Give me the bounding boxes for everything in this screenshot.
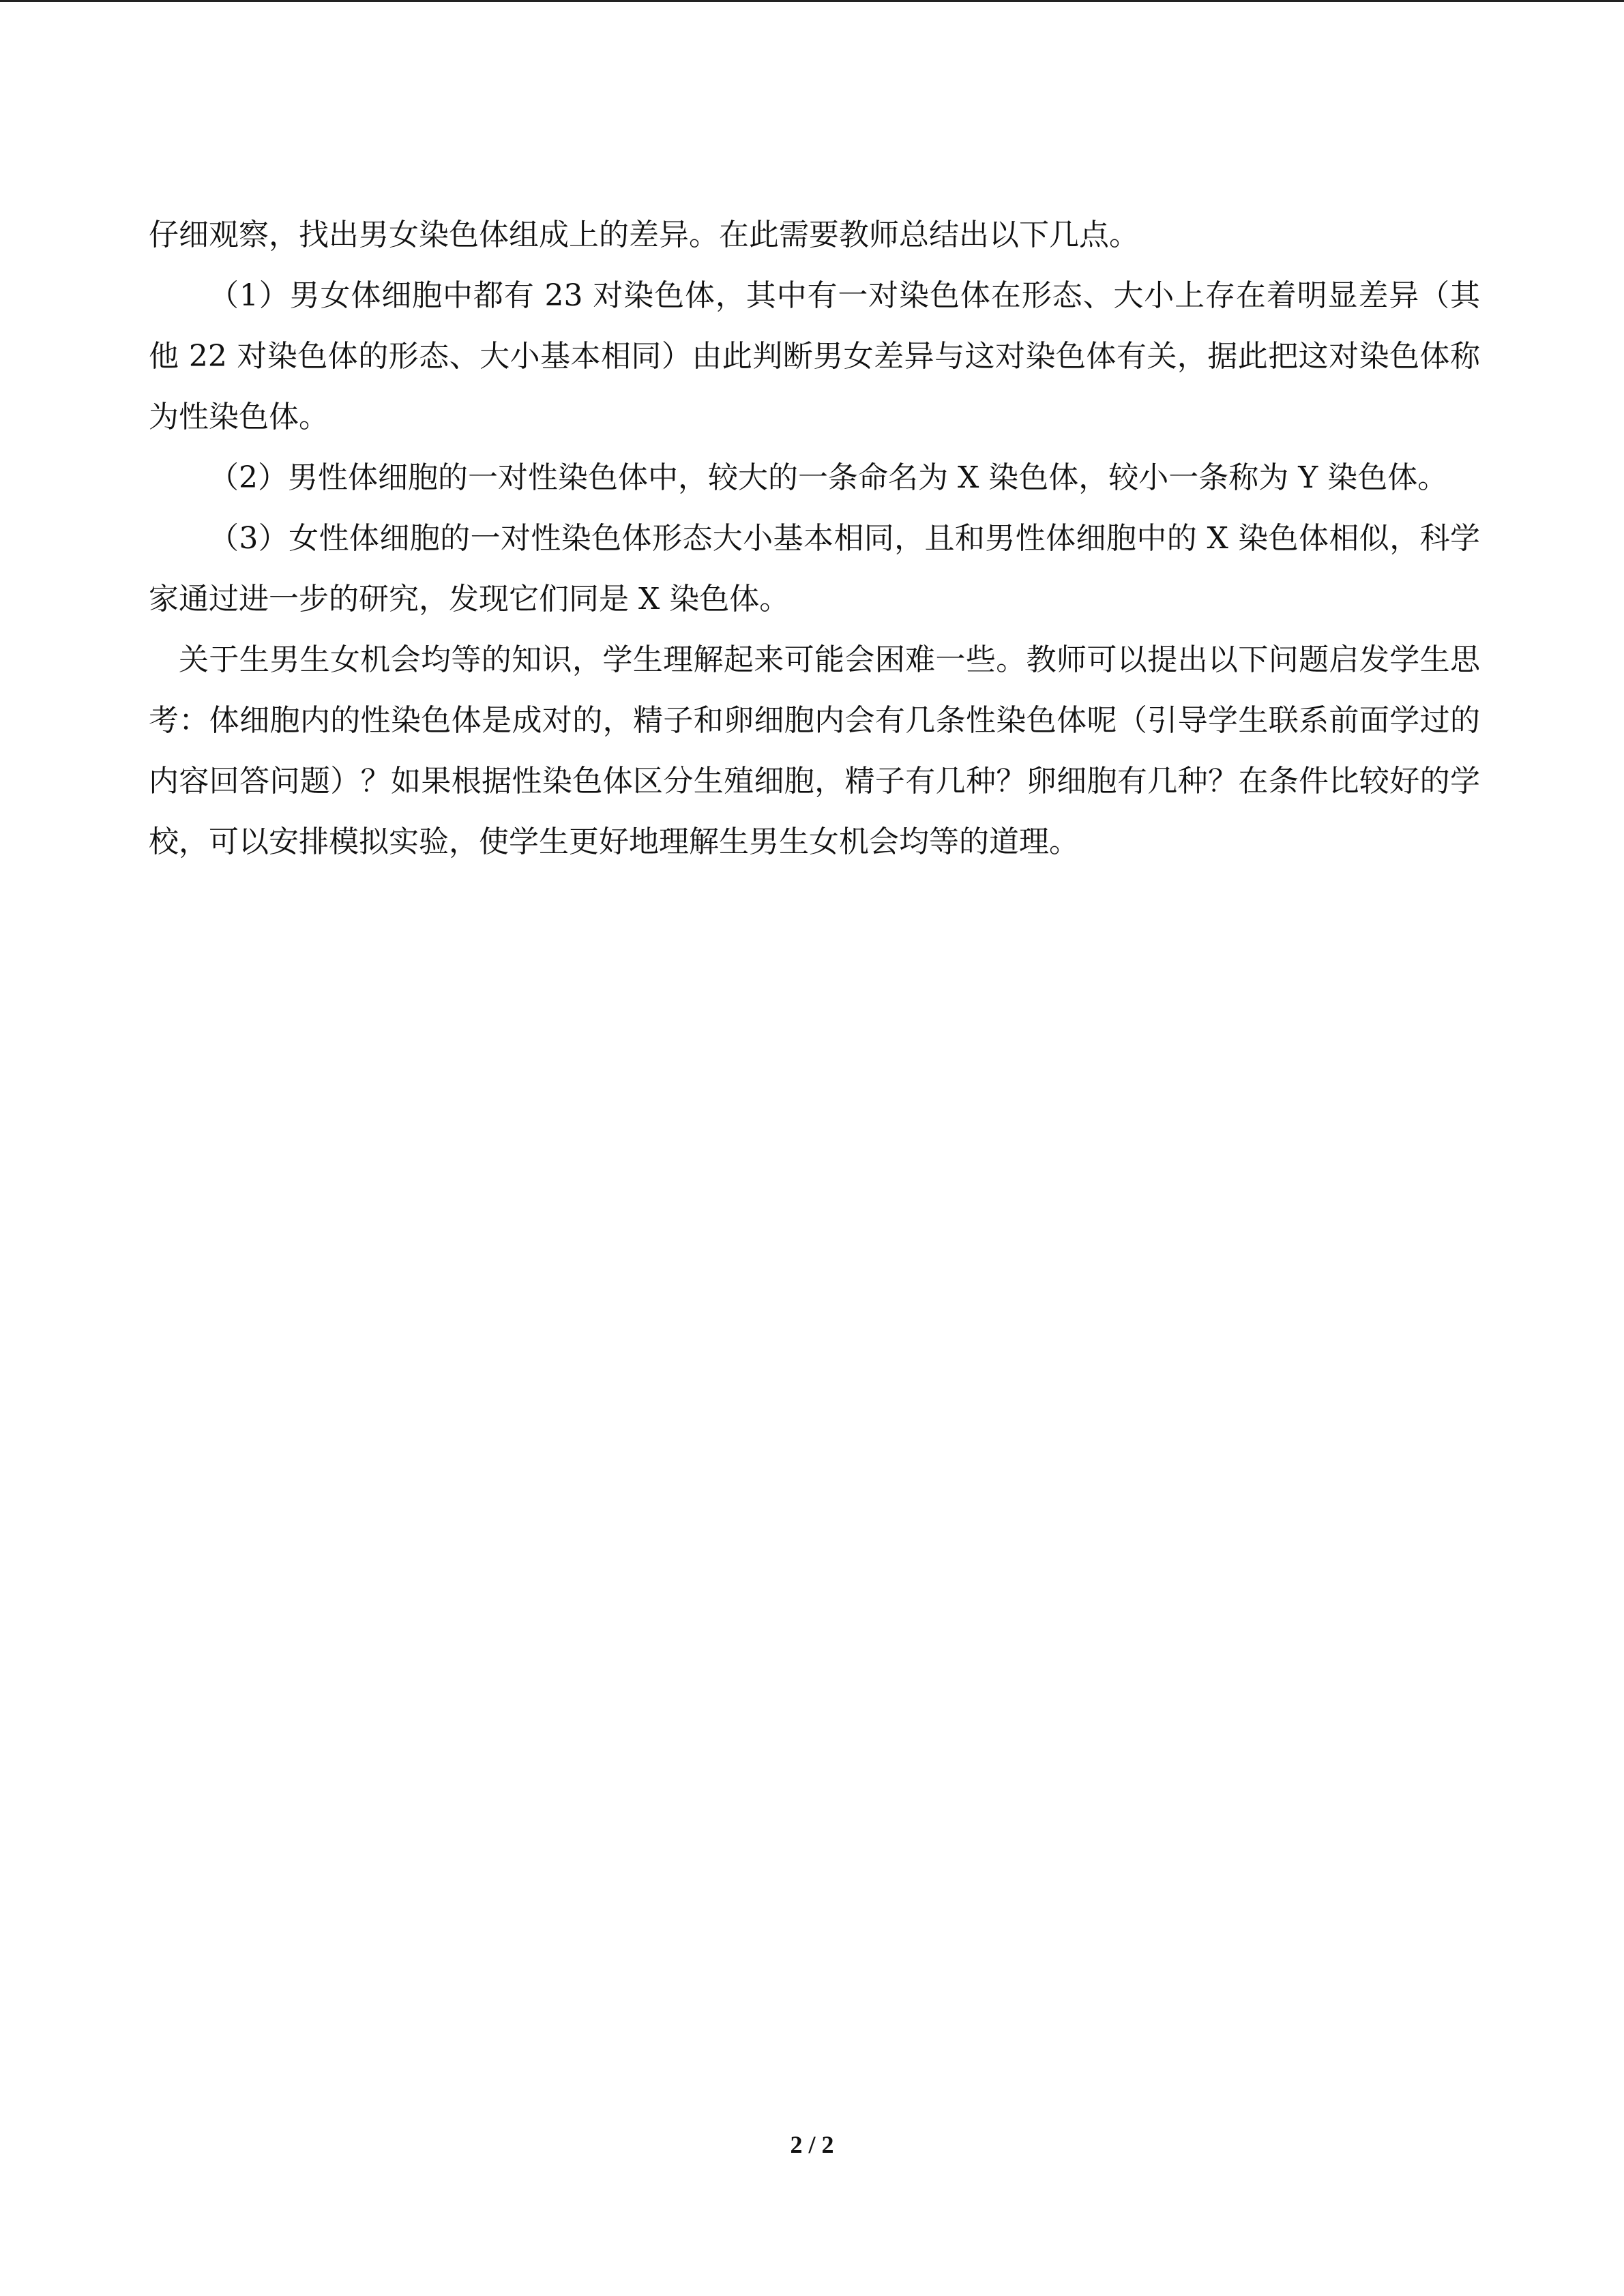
document-body [149, 205, 1480, 872]
top-border-line [0, 0, 1624, 2]
page-number: 2 / 2 [790, 2131, 834, 2158]
paragraph-point-2: （2）男性体细胞的一对性染色体中，较大的一条命名为 X 染色体，较小一条称为 Y 染色体。 [209, 460, 1448, 495]
paragraph-point-1: （1）男女体细胞中都有 23 对染色体，其中有一对染色体在形态、大小上存在着明显差异（其他 22 对染色体的形态、大小基本相同）由此判断男女差异与这对染色体有关，据此把这对染色体称为性染色体。 [149, 278, 1480, 434]
paragraph-equal-chance: 关于生男生女机会均等的知识，学生理解起来可能会困难一些。教师可以提出以下问题启发学生思考：体细胞内的性染色体是成对的，精子和卵细胞内会有几条性染色体呢（引导学生联系前面学过的内容回答问题）？如果根据性染色体区分生殖细胞，精子有几种？卵细胞有几种？在条件比较好的学校，可以安排模拟实验，使学生更好地理解生男生女机会均等的道理。 [149, 642, 1480, 859]
paragraph-continuation: 仔细观察，找出男女染色体组成上的差异。在此需要教师总结出以下几点。 [149, 218, 1139, 252]
paragraph-point-3: （3）女性体细胞的一对性染色体形态大小基本相同，且和男性体细胞中的 X 染色体相似，科学家通过进一步的研究，发现它们同是 X 染色体。 [149, 521, 1480, 616]
